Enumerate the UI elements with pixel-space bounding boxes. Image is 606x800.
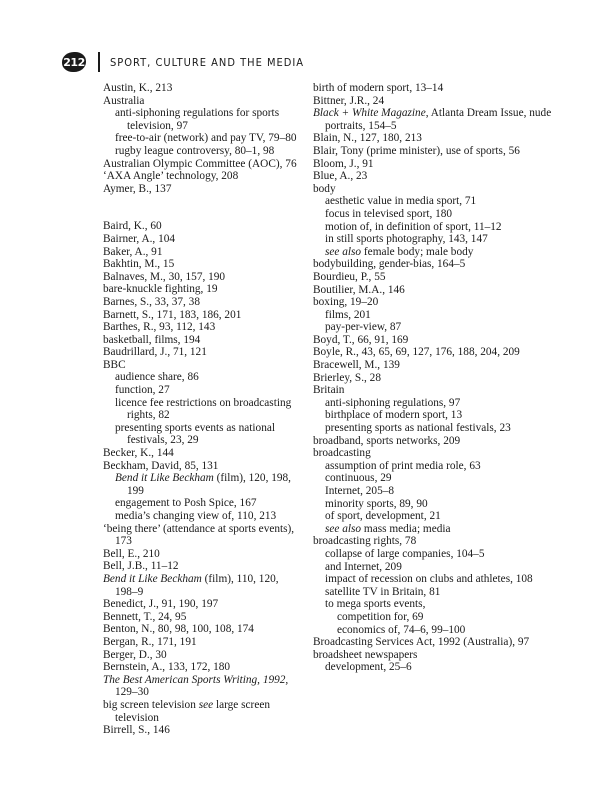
entry-text: Bell, E., 210 [103, 547, 160, 560]
entry-text: (film), 110, 120, 198–9 [115, 572, 279, 598]
entry-text: Baudrillard, J., 71, 121 [103, 346, 207, 359]
entry-text: Becker, K., 144 [103, 447, 174, 460]
index-subentry [103, 510, 303, 523]
entry-text: function, 27 [115, 384, 170, 397]
index-subentry [103, 145, 303, 158]
entry-text: Baker, A., 91 [103, 245, 163, 258]
index-entry [313, 649, 558, 662]
index-entry [313, 107, 558, 132]
index-entry [103, 95, 303, 108]
index-entry [103, 158, 303, 171]
entry-text: Austin, K., 213 [103, 82, 173, 94]
entry-text: large screen television [115, 698, 270, 724]
index-subentry [313, 586, 558, 599]
index-subentry [103, 107, 303, 132]
index-entry [313, 296, 558, 309]
index-column-left [103, 82, 303, 737]
entry-text: 129–30 [115, 686, 149, 699]
index-entry [103, 674, 303, 699]
index-entry [313, 346, 558, 359]
entry-text: bare-knuckle fighting, 19 [103, 283, 218, 296]
entry-text: female body; male body [361, 245, 474, 258]
entry-text: broadcasting [313, 447, 371, 460]
entry-text: anti-siphoning regulations, 97 [325, 396, 461, 409]
entry-text: Birrell, S., 146 [103, 724, 170, 737]
entry-text: Barnes, S., 33, 37, 38 [103, 295, 200, 308]
index-subentry [313, 523, 558, 536]
entry-text: Barnett, S., 171, 183, 186, 201 [103, 308, 242, 321]
entry-text: Boyd, T., 66, 91, 169 [313, 333, 409, 346]
entry-text: Aymer, B., 137 [103, 182, 172, 195]
entry-text: Blain, N., 127, 180, 213 [313, 132, 422, 145]
entry-text: Beckham, David, 85, 131 [103, 459, 219, 472]
index-entry [313, 284, 558, 297]
page-number: 212 [62, 52, 86, 72]
index-subentry [313, 221, 558, 234]
index-subentry [313, 309, 558, 322]
entry-text: Broadcasting Services Act, 1992 (Australia), 97 [313, 636, 530, 649]
index-entry [103, 636, 303, 649]
index-entry [103, 220, 303, 233]
index-entry [103, 699, 303, 724]
header-divider [98, 52, 100, 72]
entry-text: presenting sports events as national festivals, 23, 29 [115, 421, 276, 447]
index-subentry [313, 233, 558, 246]
index-entry [313, 132, 558, 145]
index-subentry [313, 397, 558, 410]
entry-text: Balnaves, M., 30, 157, 190 [103, 270, 226, 283]
entry-text: licence fee restrictions on broadcasting rights, 82 [115, 396, 292, 422]
entry-text: Australia [103, 94, 145, 107]
entry-text: Bittner, J.R., 24 [313, 94, 385, 107]
entry-text: Bakhtin, M., 15 [103, 258, 175, 271]
entry-text: continuous, 29 [325, 472, 392, 485]
index-entry [103, 170, 303, 183]
index-entry [103, 246, 303, 259]
index-entry [313, 158, 558, 171]
entry-text: Britain [313, 384, 345, 397]
index-entry [103, 560, 303, 573]
entry-text: Australian Olympic Committee (AOC), 76 [103, 157, 297, 170]
index-entry [103, 258, 303, 271]
entry-text: basketball, films, 194 [103, 333, 201, 346]
entry-text: satellite TV in Britain, 81 [325, 585, 441, 598]
index-subentry [313, 661, 558, 674]
index-entry [313, 170, 558, 183]
letter-group-gap [103, 195, 303, 220]
entry-text: in still sports photography, 143, 147 [325, 233, 488, 246]
index-entry [313, 636, 558, 649]
index-entry [103, 460, 303, 473]
index-subentry [313, 611, 558, 624]
entry-text: mass media; media [361, 522, 451, 535]
index-subentry [313, 422, 558, 435]
index-entry [313, 372, 558, 385]
entry-text: motion of, in definition of sport, 11–12 [325, 220, 502, 233]
entry-text: Bloom, J., 91 [313, 157, 374, 170]
entry-text: BBC [103, 358, 126, 371]
index-subentry [103, 371, 303, 384]
index-entry [313, 95, 558, 108]
entry-text: see [198, 698, 214, 711]
entry-text: see also [325, 245, 362, 258]
entry-text: collapse of large companies, 104–5 [325, 547, 485, 560]
entry-text: Brierley, S., 28 [313, 371, 381, 384]
entry-text: Bend it Like Beckham [103, 572, 202, 585]
index-subentry [313, 485, 558, 498]
entry-text: big screen television [103, 698, 199, 711]
index-entry [103, 283, 303, 296]
index-entry [103, 447, 303, 460]
entry-text: presenting sports as national festivals, 23 [325, 422, 511, 435]
entry-text: Bend it Like Beckham [115, 472, 214, 485]
index-entry [103, 321, 303, 334]
index-subentry [103, 497, 303, 510]
entry-text: assumption of print media role, 63 [325, 459, 481, 472]
index-subentry [313, 561, 558, 574]
index-subentry [313, 598, 558, 611]
entry-text: engagement to Posh Spice, 167 [115, 497, 257, 510]
index-entry [103, 233, 303, 246]
index-subentry [313, 624, 558, 637]
entry-text: The Best American Sports Writing, 1992, [103, 673, 289, 686]
entry-text: broadband, sports networks, 209 [313, 434, 461, 447]
entry-text: focus in televised sport, 180 [325, 207, 453, 220]
index-entry [103, 296, 303, 309]
index-subentry [103, 472, 303, 497]
index-entry [103, 82, 303, 95]
index-entry [313, 359, 558, 372]
index-entry [103, 573, 303, 598]
entry-text: Black + White Magazine [313, 107, 426, 120]
index-subentry [103, 397, 303, 422]
index-subentry [313, 409, 558, 422]
index-entry [313, 447, 558, 460]
entry-text: body [313, 182, 336, 195]
index-entry [313, 334, 558, 347]
index-entry [103, 623, 303, 636]
index-entry [313, 258, 558, 271]
index-subentry [313, 548, 558, 561]
index-entry [313, 82, 558, 95]
entry-text: Boutilier, M.A., 146 [313, 283, 405, 296]
index-entry [103, 359, 303, 372]
entry-text: Barthes, R., 93, 112, 143 [103, 321, 216, 334]
entry-text: Internet, 205–8 [325, 485, 395, 497]
entry-text: audience share, 86 [115, 371, 199, 384]
index-subentry [313, 510, 558, 523]
entry-text: Baird, K., 60 [103, 220, 162, 233]
index-subentry [103, 422, 303, 447]
entry-text: and Internet, 209 [325, 560, 402, 573]
index-entry [313, 384, 558, 397]
entry-text: Benedict, J., 91, 190, 197 [103, 598, 219, 611]
entry-text: boxing, 19–20 [313, 296, 379, 309]
index-subentry [313, 208, 558, 221]
entry-text: Blue, A., 23 [313, 170, 368, 183]
entry-text: economics of, 74–6, 99–100 [337, 623, 466, 636]
index-subentry [313, 573, 558, 586]
entry-text: rugby league controversy, 80–1, 98 [115, 144, 275, 157]
entry-text: Bairner, A., 104 [103, 232, 176, 245]
index-subentry [313, 472, 558, 485]
index-entry [103, 334, 303, 347]
entry-text: ‘AXA Angle’ technology, 208 [103, 170, 239, 183]
entry-text: broadsheet newspapers [313, 648, 418, 661]
index-subentry [313, 498, 558, 511]
entry-text: pay-per-view, 87 [325, 321, 402, 334]
entry-text: , Atlanta Dream Issue, nude portraits, 154–5 [325, 107, 552, 132]
entry-text: Boyle, R., 43, 65, 69, 127, 176, 188, 204, 209 [313, 346, 520, 359]
index-entry [313, 183, 558, 196]
index-entry [103, 661, 303, 674]
entry-text: broadcasting rights, 78 [313, 535, 417, 548]
entry-text: films, 201 [325, 308, 371, 321]
entry-text: media’s changing view of, 110, 213 [115, 510, 277, 522]
entry-text: see also [325, 522, 362, 535]
entry-text: of sport, development, 21 [325, 510, 441, 523]
index-entry [103, 649, 303, 662]
entry-text: anti-siphoning regulations for sports television, 97 [115, 107, 280, 132]
entry-text: minority sports, 89, 90 [325, 497, 428, 510]
index-entry [313, 271, 558, 284]
index-column-right [313, 82, 558, 674]
entry-text: impact of recession on clubs and athletes, 108 [325, 573, 533, 586]
entry-text: free-to-air (network) and pay TV, 79–80 [115, 132, 297, 145]
entry-text: (film), 120, 198, 199 [127, 472, 291, 497]
entry-text: Bennett, T., 24, 95 [103, 610, 187, 623]
index-subentry [313, 195, 558, 208]
index-entry [103, 548, 303, 561]
index-entry [103, 724, 303, 737]
entry-text: aesthetic value in media sport, 71 [325, 195, 477, 208]
index-subentry [313, 246, 558, 259]
index-entry [313, 435, 558, 448]
index-entry [103, 271, 303, 284]
entry-text: Benton, N., 80, 98, 100, 108, 174 [103, 623, 254, 636]
entry-text: competition for, 69 [337, 610, 424, 623]
entry-text: to mega sports events, [325, 598, 426, 611]
index-entry [313, 145, 558, 158]
entry-text: bodybuilding, gender-bias, 164–5 [313, 258, 466, 271]
entry-text: Bergan, R., 171, 191 [103, 635, 197, 648]
index-entry [103, 611, 303, 624]
entry-text: development, 25–6 [325, 661, 412, 674]
entry-text: Berger, D., 30 [103, 648, 167, 661]
entry-text: Bourdieu, P., 55 [313, 270, 386, 283]
entry-text: Bernstein, A., 133, 172, 180 [103, 661, 231, 674]
index-entry [103, 598, 303, 611]
index-entry [313, 535, 558, 548]
entry-text: Blair, Tony (prime minister), use of sports, 56 [313, 144, 520, 157]
running-title: SPORT, CULTURE AND THE MEDIA [110, 55, 305, 69]
index-entry [103, 309, 303, 322]
running-header [62, 50, 304, 74]
index-entry [103, 346, 303, 359]
index-subentry [313, 460, 558, 473]
entry-text: Bracewell, M., 139 [313, 359, 400, 372]
index-subentry [313, 321, 558, 334]
index-subentry [103, 132, 303, 145]
index-subentry [103, 384, 303, 397]
entry-text: ‘being there’ (attendance at sports events), 173 [103, 522, 295, 548]
index-entry [103, 523, 303, 548]
entry-text: birth of modern sport, 13–14 [313, 82, 444, 94]
entry-text: birthplace of modern sport, 13 [325, 409, 463, 422]
index-entry [103, 183, 303, 196]
entry-text: Bell, J.B., 11–12 [103, 560, 179, 573]
